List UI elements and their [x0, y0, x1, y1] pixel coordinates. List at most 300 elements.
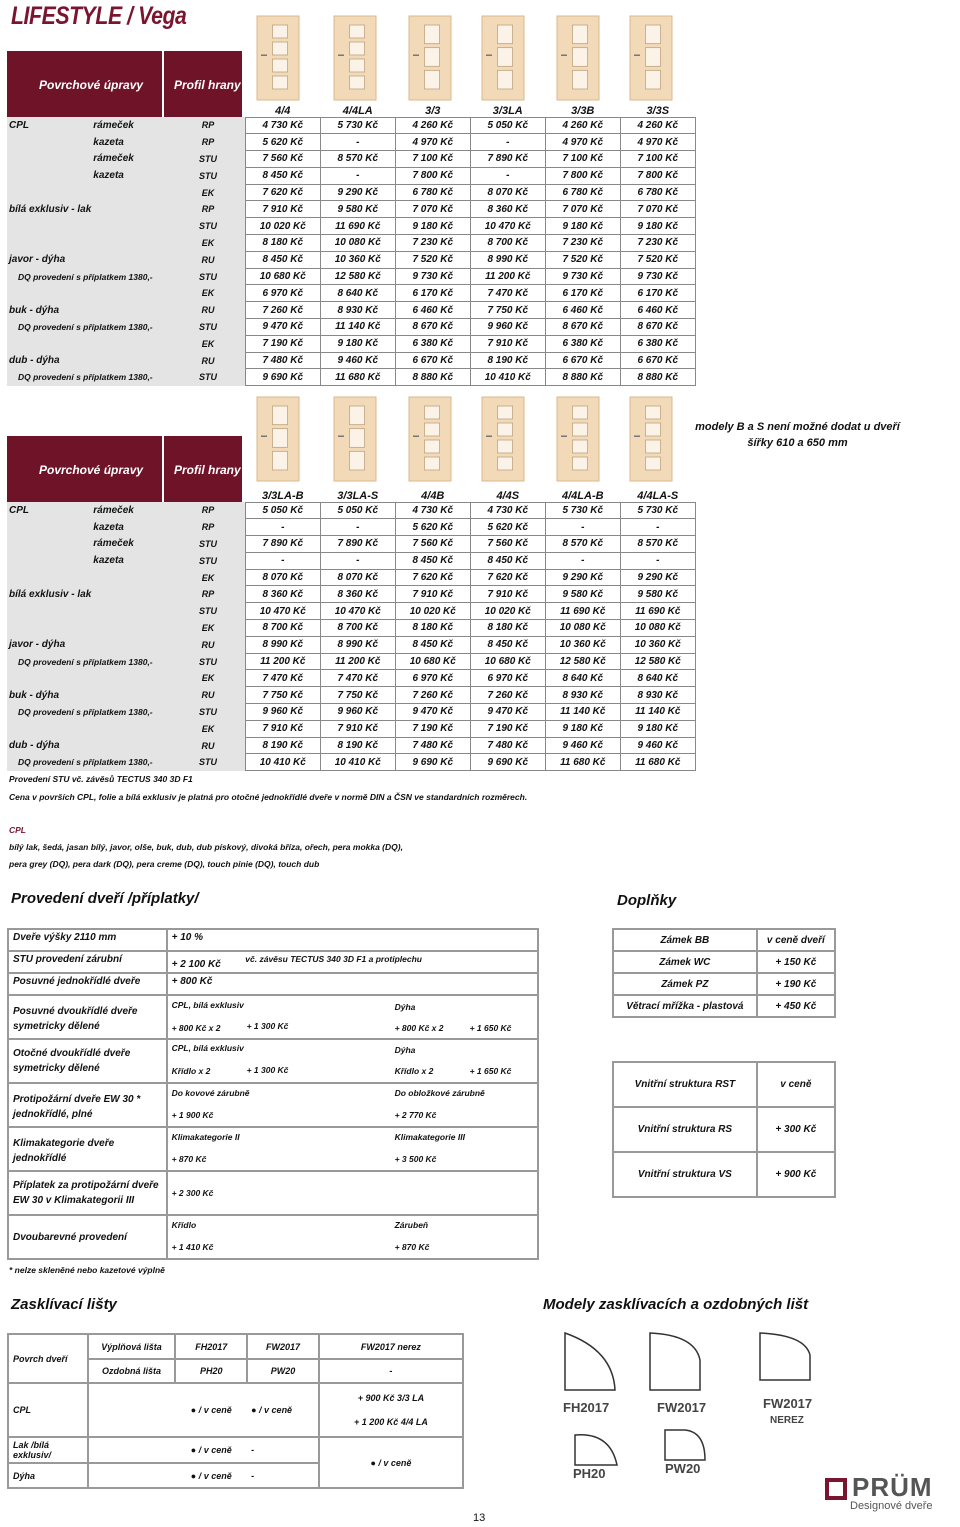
row-sub: rámeček [91, 536, 171, 553]
price-cell: 7 890 Kč [245, 536, 320, 553]
price-cell: 11 690 Kč [620, 603, 695, 620]
row-group: DQ provedení s příplatkem 1380,- [7, 704, 171, 721]
price-cell: 7 800 Kč [620, 167, 695, 184]
price-cell: 10 680 Kč [470, 653, 545, 670]
z-ph: PH20 [175, 1359, 247, 1383]
price-cell: 5 050 Kč [470, 117, 545, 134]
price-cell: 10 410 Kč [470, 369, 545, 386]
prov-val: + 800 Kč [167, 973, 538, 995]
row-sub [91, 184, 171, 201]
price-cell: 8 670 Kč [620, 319, 695, 336]
table-row [7, 687, 695, 704]
price-cell: 8 640 Kč [320, 285, 395, 302]
doplnek-value: + 900 Kč [757, 1152, 835, 1197]
price-cell: 10 470 Kč [245, 603, 320, 620]
page-number: 13 [473, 1512, 486, 1524]
price-cell: 8 700 Kč [320, 620, 395, 637]
row-group [7, 670, 91, 687]
price-cell: 7 260 Kč [395, 687, 470, 704]
doplnek-label: Vnitřní struktura RS [613, 1107, 757, 1152]
row-group: dub - dýha [7, 737, 91, 754]
price-cell: 11 140 Kč [620, 704, 695, 721]
table-row [7, 117, 695, 134]
prov-sub: Křídlo [171, 1220, 197, 1230]
row-profile: RU [171, 636, 245, 653]
model-header: 3/3LA-B [261, 489, 304, 502]
row-group [7, 167, 91, 184]
price-cell: 11 200 Kč [320, 653, 395, 670]
model-header: 4/4LA-B [561, 489, 604, 502]
row-sub [91, 251, 171, 268]
row-sub [91, 670, 171, 687]
prov-sub: + 800 Kč x 2 [394, 1023, 444, 1033]
row-sub: rámeček [91, 151, 171, 168]
row-group: javor - dýha [7, 251, 91, 268]
row-group [7, 235, 91, 252]
price-cell: 9 960 Kč [245, 704, 320, 721]
row-sub: kazeta [91, 167, 171, 184]
prov-sub: CPL, bílá exklusiv [171, 1000, 244, 1010]
row-group [7, 184, 91, 201]
price-cell: 8 670 Kč [395, 319, 470, 336]
row-profile: STU [171, 603, 245, 620]
note-cpl-title: CPL [9, 825, 26, 835]
price-cell: 6 670 Kč [620, 352, 695, 369]
row-group [7, 519, 91, 536]
price-cell: 11 680 Kč [320, 369, 395, 386]
prov-note: vč. závěsu TECTUS 340 3D F1 a protiplechu [241, 951, 538, 973]
z-fwn-cpl [319, 1383, 463, 1437]
price-cell: - [320, 134, 395, 151]
model-header: 3/3S [646, 104, 670, 117]
row-group [7, 569, 91, 586]
prov-label: Posuvné jednokřídlé dveře [8, 973, 167, 995]
profile-drawings [555, 1330, 835, 1490]
row-group: javor - dýha [7, 636, 91, 653]
price-cell: 8 700 Kč [245, 620, 320, 637]
price-cell: 7 560 Kč [395, 536, 470, 553]
row-profile: RU [171, 302, 245, 319]
prov-sub: Do kovové zárubně [171, 1088, 250, 1098]
table-row [7, 369, 695, 386]
row-profile: RP [171, 519, 245, 536]
row-profile: STU [171, 319, 245, 336]
row-profile: RP [171, 502, 245, 519]
price-cell: 7 560 Kč [245, 151, 320, 168]
price-cell: 6 380 Kč [395, 335, 470, 352]
z-lak: Lak /bílá exklusiv/ [8, 1437, 88, 1463]
note-stu: Provedení STU vč. závěsů TECTUS 340 3D F1 [9, 774, 193, 784]
price-cell: 9 180 Kč [620, 720, 695, 737]
fw2017-profile-icon [650, 1333, 700, 1390]
price-cell: 7 910 Kč [245, 720, 320, 737]
fh2017-label: FH2017 [563, 1400, 610, 1415]
prum-logo [822, 1472, 950, 1521]
prov-label: Dveře výšky 2110 mm [8, 929, 167, 951]
row-profile: RU [171, 737, 245, 754]
row-group: DQ provedení s příplatkem 1380,- [7, 319, 171, 336]
price-cell: 8 450 Kč [245, 167, 320, 184]
price-cell: 7 190 Kč [470, 720, 545, 737]
row-profile: RU [171, 687, 245, 704]
header-povrch-2: Povrchové úpravy [39, 463, 144, 477]
row-group: dub - dýha [7, 352, 91, 369]
prov-sub: + 1 300 Kč [246, 1065, 289, 1075]
prov-sub: Klimakategorie II [171, 1132, 240, 1142]
table-row [7, 653, 695, 670]
row-sub: kazeta [91, 552, 171, 569]
price-cell: 9 180 Kč [395, 218, 470, 235]
row-profile: STU [171, 268, 245, 285]
model-header: 4/4B [421, 489, 445, 502]
z-vypln: Výplňová lišta [88, 1334, 176, 1359]
price-cell: - [545, 519, 620, 536]
price-cell: 7 910 Kč [245, 201, 320, 218]
z-fwn: FW2017 nerez [319, 1334, 463, 1359]
price-cell: 8 570 Kč [620, 536, 695, 553]
price-cell: 7 480 Kč [470, 737, 545, 754]
row-profile: STU [171, 653, 245, 670]
price-cell: 7 890 Kč [470, 151, 545, 168]
prov-sub: + 3 500 Kč [394, 1154, 437, 1164]
row-sub [91, 569, 171, 586]
door-image [408, 15, 452, 101]
row-group [7, 620, 91, 637]
row-group: CPL [7, 117, 91, 134]
price-cell: 10 470 Kč [470, 218, 545, 235]
price-cell: 8 070 Kč [470, 184, 545, 201]
price-cell: 7 520 Kč [620, 251, 695, 268]
prov-label: Dvoubarevné provedení [8, 1215, 167, 1259]
price-cell: 10 680 Kč [245, 268, 320, 285]
price-cell: 8 670 Kč [545, 319, 620, 336]
price-cell: 11 690 Kč [545, 603, 620, 620]
prov-val: + 10 % [167, 929, 538, 951]
price-cell: 8 190 Kč [470, 352, 545, 369]
table-row [7, 302, 695, 319]
price-cell: 7 910 Kč [320, 720, 395, 737]
row-profile: EK [171, 235, 245, 252]
row-sub [91, 720, 171, 737]
row-sub [91, 285, 171, 302]
price-cell: 7 190 Kč [395, 720, 470, 737]
table-row [7, 536, 695, 553]
row-profile: STU [171, 536, 245, 553]
row-profile: STU [171, 151, 245, 168]
fw2017-label: FW2017 [657, 1400, 707, 1415]
price-cell: 12 580 Kč [545, 653, 620, 670]
footnote: * nelze skleněné nebo kazetové výplně [9, 1265, 165, 1275]
table-row [7, 352, 695, 369]
prov-label: STU provedení zárubní [8, 951, 167, 973]
table-row [7, 251, 695, 268]
table-row [7, 670, 695, 687]
row-group: DQ provedení s příplatkem 1380,- [7, 653, 171, 670]
price-cell: 6 970 Kč [395, 670, 470, 687]
z-dash: - [247, 1463, 319, 1488]
price-cell: 7 910 Kč [470, 335, 545, 352]
price-cell: 6 460 Kč [620, 302, 695, 319]
row-sub: rámeček [91, 117, 171, 134]
page-title: LIFESTYLE / Vega [11, 2, 187, 30]
price-cell: 10 080 Kč [320, 235, 395, 252]
price-cell: 8 180 Kč [395, 620, 470, 637]
row-sub [91, 352, 171, 369]
table-row [7, 134, 695, 151]
note-cpl-line1: bílý lak, šedá, jasan bílý, javor, olše, buk, dub, dub pískový, divoká bříza, ořech, pera mokka (DQ), [9, 842, 403, 852]
price-cell: 9 580 Kč [545, 586, 620, 603]
door-image [556, 396, 600, 482]
price-cell: 4 730 Kč [470, 502, 545, 519]
prov-sub: + 1 410 Kč [171, 1242, 214, 1252]
doplnek-value: + 190 Kč [757, 973, 835, 995]
table-row [7, 620, 695, 637]
price-cell: 10 360 Kč [545, 636, 620, 653]
door-image [256, 15, 300, 101]
row-group: buk - dýha [7, 687, 91, 704]
z-fw: FW2017 [247, 1334, 319, 1359]
price-cell: 5 050 Kč [320, 502, 395, 519]
price-cell: 7 800 Kč [545, 167, 620, 184]
row-sub [91, 687, 171, 704]
row-sub: kazeta [91, 519, 171, 536]
price-cell: 5 050 Kč [245, 502, 320, 519]
row-group [7, 335, 91, 352]
prov-cell [167, 1083, 538, 1127]
price-cell: 5 730 Kč [620, 502, 695, 519]
price-cell: 9 180 Kč [545, 218, 620, 235]
fw2017-nerez-profile-icon [760, 1333, 810, 1380]
price-cell: 9 730 Kč [620, 268, 695, 285]
price-cell: 7 230 Kč [395, 235, 470, 252]
price-cell: 7 100 Kč [545, 151, 620, 168]
price-cell: 7 070 Kč [395, 201, 470, 218]
fwn-label-2: NEREZ [770, 1415, 804, 1426]
price-cell: 9 180 Kč [620, 218, 695, 235]
price-cell: 8 930 Kč [320, 302, 395, 319]
price-cell: 6 380 Kč [620, 335, 695, 352]
price-cell: 8 880 Kč [395, 369, 470, 386]
row-profile: EK [171, 335, 245, 352]
row-sub [91, 335, 171, 352]
price-cell: 5 730 Kč [545, 502, 620, 519]
row-group: DQ provedení s příplatkem 1380,- [7, 268, 171, 285]
price-cell: 7 620 Kč [245, 184, 320, 201]
door-image [333, 396, 377, 482]
price-cell: 8 450 Kč [395, 552, 470, 569]
note-price: Cena v površích CPL, folie a bílá exklusiv je platná pro otočné jednokřídlé dveře v normě DIN a ČSN ve standardních rozměrech. [9, 792, 528, 802]
price-cell: 8 360 Kč [245, 586, 320, 603]
doplnek-label: Zámek PZ [613, 973, 757, 995]
prov-label: Klimakategorie dveře jednokřídlé [8, 1127, 167, 1171]
price-cell: 11 140 Kč [320, 319, 395, 336]
price-cell: 7 070 Kč [620, 201, 695, 218]
price-cell: 9 690 Kč [245, 369, 320, 386]
price-cell: 12 580 Kč [320, 268, 395, 285]
doplnek-label: Větrací mřížka - plastová [613, 995, 757, 1017]
row-profile: RP [171, 586, 245, 603]
row-profile: RP [171, 201, 245, 218]
price-cell: - [620, 519, 695, 536]
price-cell: 5 620 Kč [470, 519, 545, 536]
doplnek-value: v ceně dveří [757, 929, 835, 951]
table-row [7, 285, 695, 302]
z-dash: - [247, 1437, 319, 1463]
price-cell: 9 460 Kč [320, 352, 395, 369]
door-image [481, 396, 525, 482]
price-cell: 9 470 Kč [470, 704, 545, 721]
row-profile: RU [171, 352, 245, 369]
price-cell: 4 260 Kč [545, 117, 620, 134]
price-cell: - [545, 552, 620, 569]
price-cell: 8 450 Kč [245, 251, 320, 268]
z-dash: - [319, 1359, 463, 1383]
section-provedeni: Provedení dveří /příplatky/ [11, 890, 199, 907]
row-sub [91, 603, 171, 620]
price-cell: 9 290 Kč [620, 569, 695, 586]
price-cell: 10 360 Kč [620, 636, 695, 653]
row-group: buk - dýha [7, 302, 91, 319]
row-profile: RP [171, 134, 245, 151]
z-cpl: CPL [8, 1383, 88, 1437]
price-cell: 9 960 Kč [470, 319, 545, 336]
price-cell: 10 020 Kč [395, 603, 470, 620]
price-cell: 6 780 Kč [395, 184, 470, 201]
price-cell: 4 970 Kč [395, 134, 470, 151]
price-cell: 8 880 Kč [545, 369, 620, 386]
price-cell: 11 680 Kč [620, 754, 695, 771]
price-cell: 10 080 Kč [545, 620, 620, 637]
pw20-profile-icon [665, 1430, 705, 1460]
row-sub [91, 302, 171, 319]
price-cell: 9 290 Kč [320, 184, 395, 201]
row-profile: EK [171, 670, 245, 687]
price-cell: - [470, 134, 545, 151]
row-profile: RP [171, 117, 245, 134]
door-image [556, 15, 600, 101]
doplnek-value: + 150 Kč [757, 951, 835, 973]
table-row [7, 502, 695, 519]
price-cell: 11 690 Kč [320, 218, 395, 235]
table2-note: modely B a S není možné dodat u dveří šířky 610 a 650 mm [695, 421, 900, 449]
price-cell: 8 570 Kč [320, 151, 395, 168]
row-profile: STU [171, 754, 245, 771]
table-row [7, 603, 695, 620]
price-cell: 7 470 Kč [320, 670, 395, 687]
price-cell: 7 750 Kč [470, 302, 545, 319]
prov-label: Protipožární dveře EW 30 * jednokřídlé, plné [8, 1083, 167, 1127]
section-modely: Modely zasklívacích a ozdobných lišt [543, 1296, 809, 1313]
doplnek-label: Vnitřní struktura VS [613, 1152, 757, 1197]
z-pw: PW20 [247, 1359, 319, 1383]
ph20-label: PH20 [573, 1466, 606, 1481]
table-row [7, 737, 695, 754]
price-cell: 9 470 Kč [245, 319, 320, 336]
prov-cell [167, 1127, 538, 1171]
price-cell: 8 450 Kč [395, 636, 470, 653]
prov-sub: Dýha [394, 1045, 416, 1055]
doplnek-label: Vnitřní struktura RST [613, 1062, 757, 1107]
price-cell: 8 990 Kč [245, 636, 320, 653]
price-cell: 8 180 Kč [470, 620, 545, 637]
door-image [256, 396, 300, 482]
section-zasklivaci: Zasklívací lišty [11, 1296, 117, 1313]
price-cell: 10 410 Kč [245, 754, 320, 771]
row-sub: rámeček [91, 502, 171, 519]
door-image [629, 15, 673, 101]
prov-sub: + 1 650 Kč [469, 1023, 512, 1033]
model-header: 4/4 [275, 104, 291, 117]
door-image [481, 15, 525, 101]
price-cell: 7 520 Kč [545, 251, 620, 268]
price-cell: - [320, 552, 395, 569]
z-fh: FH2017 [175, 1334, 247, 1359]
price-cell: 9 690 Kč [395, 754, 470, 771]
price-cell: 8 450 Kč [470, 552, 545, 569]
price-cell: 8 070 Kč [245, 569, 320, 586]
price-cell: 7 070 Kč [545, 201, 620, 218]
price-cell: 7 100 Kč [395, 151, 470, 168]
price-cell: 6 170 Kč [620, 285, 695, 302]
fwn-label-1: FW2017 [763, 1396, 813, 1411]
prov-sub: + 2 770 Kč [394, 1110, 437, 1120]
price-cell: 8 880 Kč [620, 369, 695, 386]
row-sub [91, 586, 171, 603]
price-cell: 7 750 Kč [320, 687, 395, 704]
price-cell: 9 290 Kč [545, 569, 620, 586]
prov-sub: Dýha [394, 1002, 416, 1012]
price-cell: - [620, 552, 695, 569]
z-v: ● / v ceně [247, 1383, 319, 1437]
price-cell: 6 170 Kč [545, 285, 620, 302]
price-cell: 10 680 Kč [395, 653, 470, 670]
price-cell: 11 200 Kč [470, 268, 545, 285]
table-row [7, 235, 695, 252]
price-cell: 8 570 Kč [545, 536, 620, 553]
table-row [7, 519, 695, 536]
table-row [7, 720, 695, 737]
price-cell: 7 260 Kč [245, 302, 320, 319]
price-cell: 8 640 Kč [620, 670, 695, 687]
row-sub [91, 218, 171, 235]
price-cell: 7 620 Kč [470, 569, 545, 586]
row-profile: EK [171, 285, 245, 302]
price-cell: 8 450 Kč [470, 636, 545, 653]
prov-cell [167, 995, 538, 1039]
price-cell: 7 480 Kč [395, 737, 470, 754]
price-cell: 7 800 Kč [395, 167, 470, 184]
row-profile: RU [171, 251, 245, 268]
price-cell: 9 690 Kč [470, 754, 545, 771]
pw20-label: PW20 [665, 1461, 701, 1476]
price-cell: 4 730 Kč [395, 502, 470, 519]
table-row [7, 552, 695, 569]
price-cell: 10 020 Kč [470, 603, 545, 620]
row-group: DQ provedení s příplatkem 1380,- [7, 754, 171, 771]
price-cell: 11 680 Kč [545, 754, 620, 771]
row-profile: EK [171, 620, 245, 637]
prov-sub: Křídlo x 2 [171, 1066, 211, 1076]
prov-sub: CPL, bílá exklusiv [171, 1043, 244, 1053]
price-cell: 8 990 Kč [470, 251, 545, 268]
door-image [629, 396, 673, 482]
price-cell: 4 260 Kč [395, 117, 470, 134]
row-profile: EK [171, 184, 245, 201]
price-cell: 9 580 Kč [320, 201, 395, 218]
price-cell: 5 620 Kč [245, 134, 320, 151]
model-header: 4/4S [496, 489, 520, 502]
row-sub: kazeta [91, 134, 171, 151]
